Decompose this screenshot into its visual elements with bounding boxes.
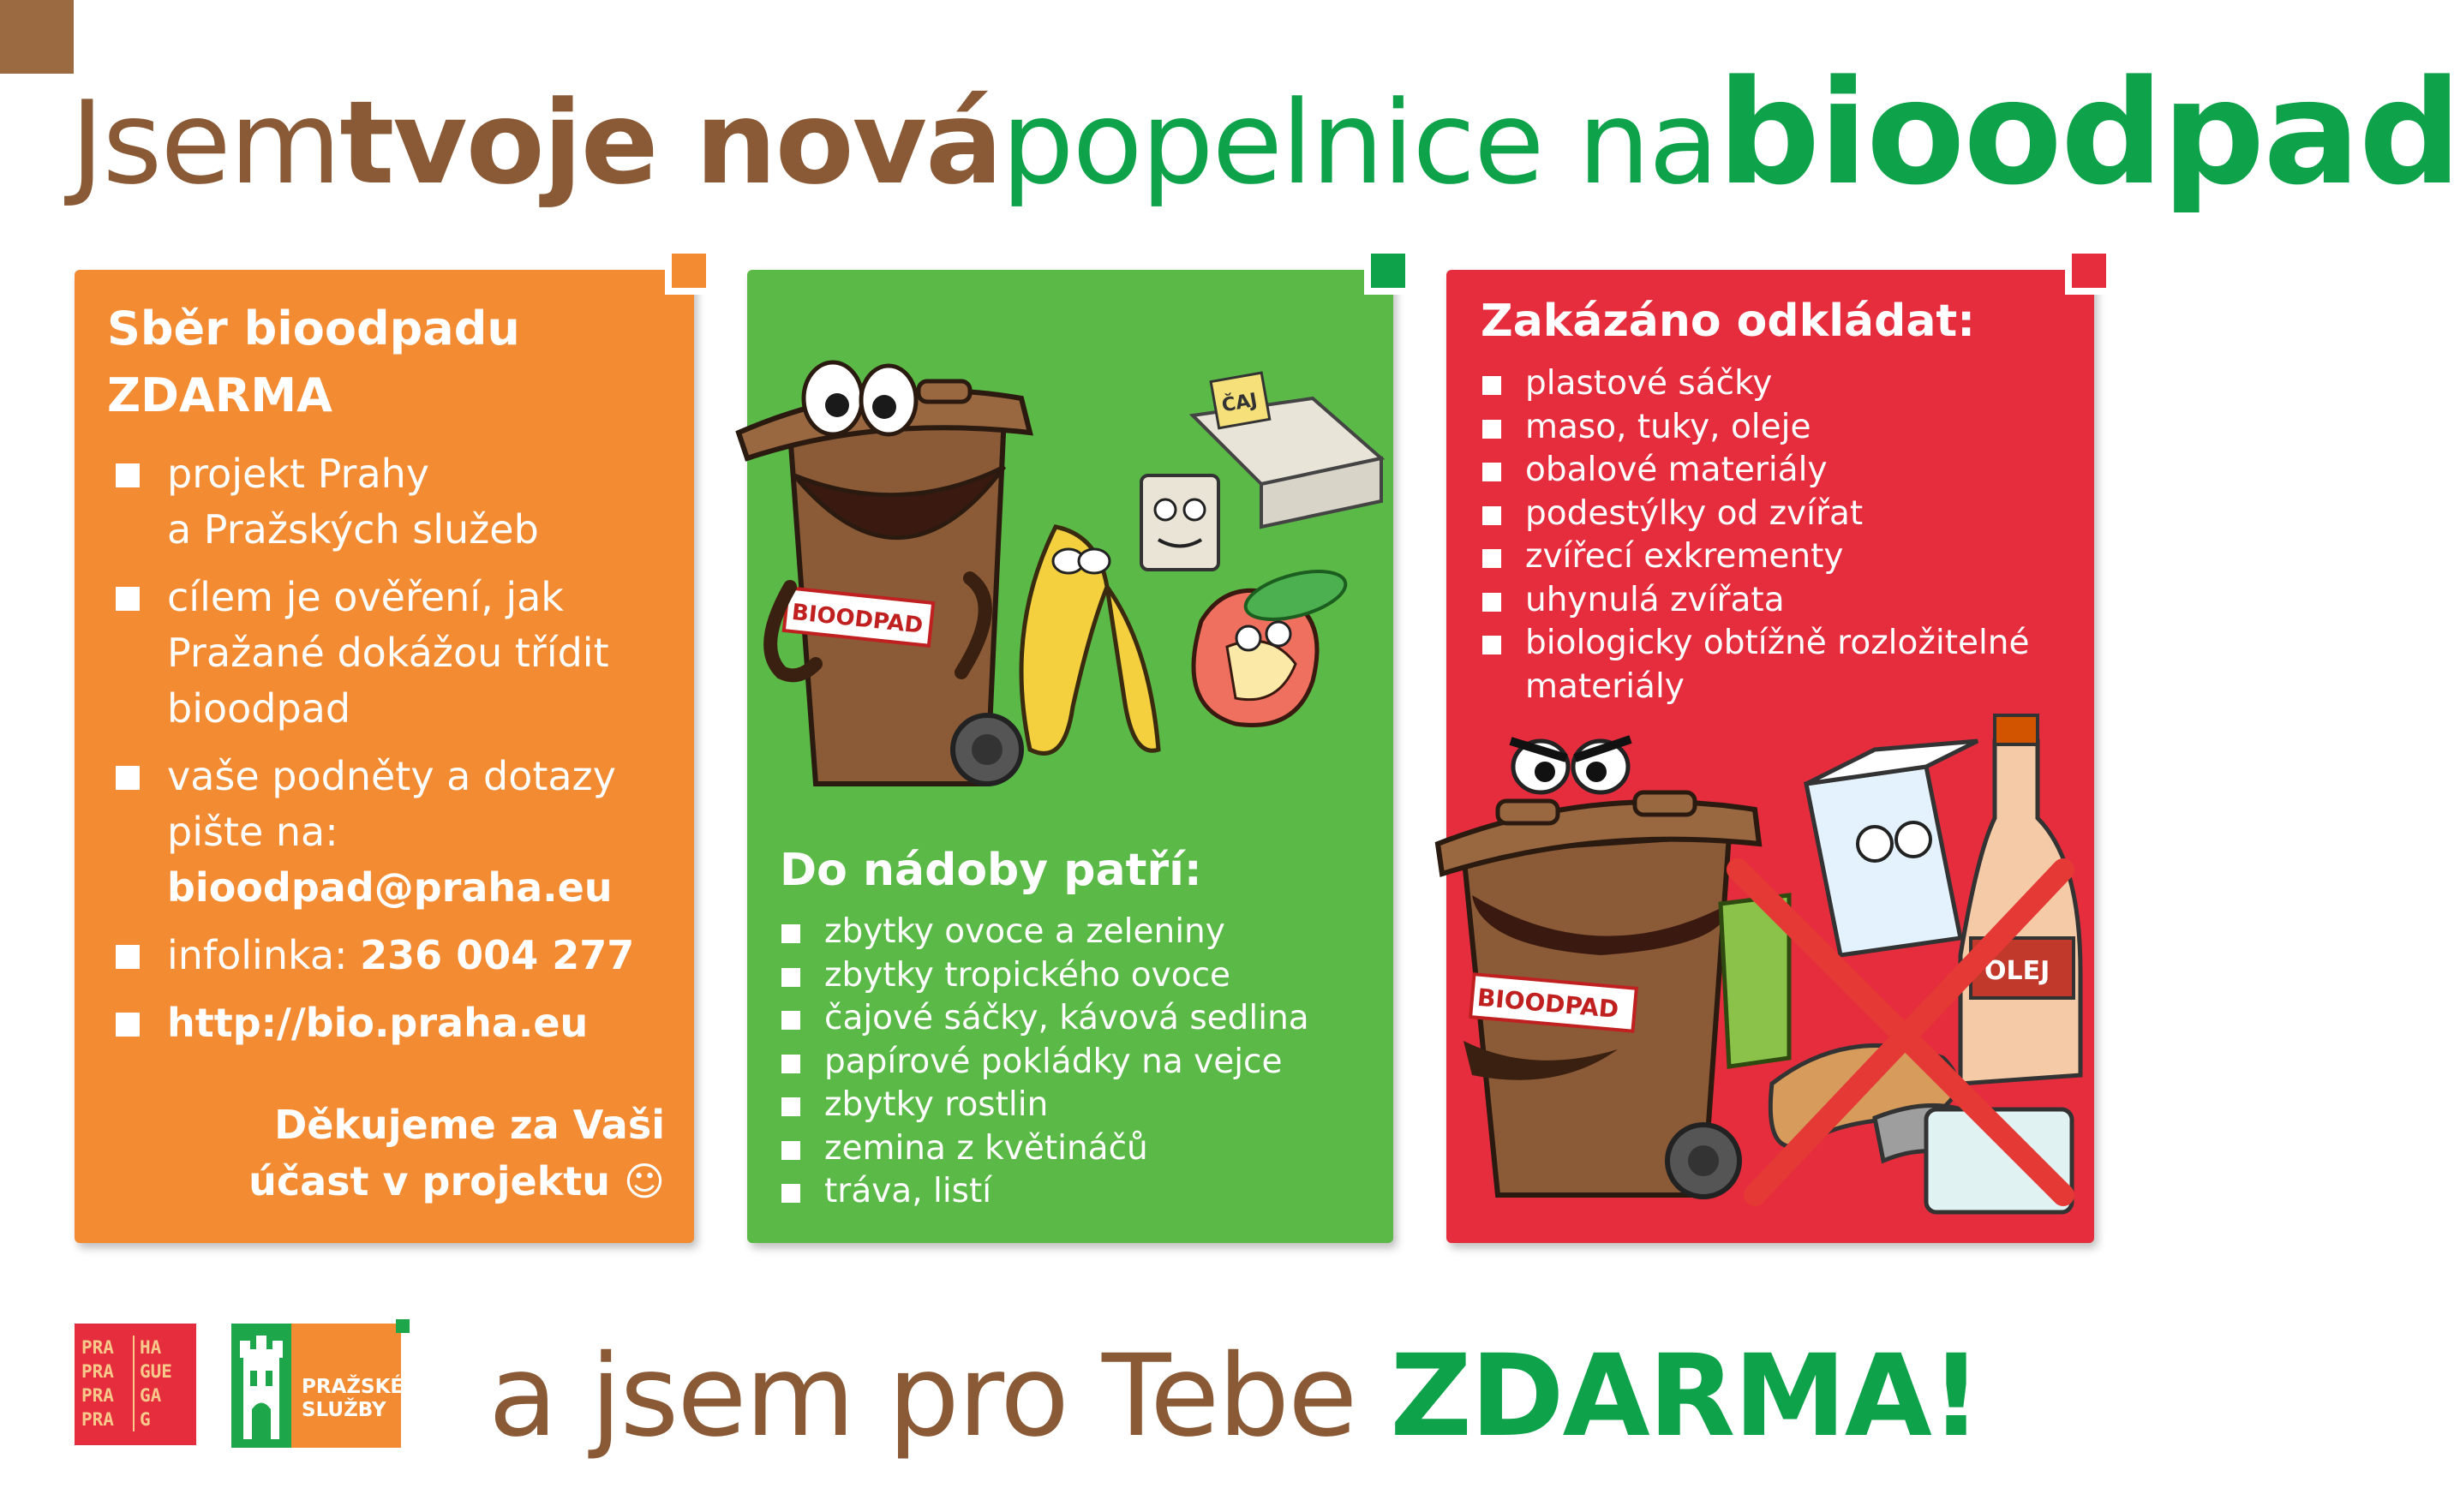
list-item-text: cílem je ověření, jak <box>167 574 564 620</box>
bullet-square-icon <box>1482 376 1501 395</box>
tower-icon <box>231 1324 291 1448</box>
bullet-square-icon <box>781 924 800 943</box>
headline-part-2: tvoje nová <box>339 76 1002 210</box>
corner-square-icon <box>2065 247 2113 295</box>
ps-logo-line-2: SLUŽBY <box>302 1399 386 1421</box>
list-item-text: vaše podněty a dotazy <box>167 753 616 799</box>
bottom-slogan-part-1: a jsem pro Tebe <box>488 1330 1391 1462</box>
angry-bin-illustration <box>1446 715 2094 1243</box>
list-item <box>107 446 673 558</box>
prazske-sluzby-logo <box>231 1319 410 1448</box>
list-item: papírové pokládky na vejce <box>780 1041 1380 1085</box>
list-item: podestýlky od zvířat <box>1481 493 2072 536</box>
corner-square-icon <box>665 247 713 295</box>
tea-tag-label: ČAJ <box>1220 389 1260 417</box>
bullet-square-icon <box>116 463 140 487</box>
list-item-text: pište na: <box>167 809 338 855</box>
list-item: zbytky tropického ovoce <box>780 954 1380 998</box>
list-item-text: Pražané dokážou třídit <box>167 630 609 676</box>
allowed-panel-title: Do nádoby patří: <box>780 845 1202 896</box>
bullet-square-icon <box>1482 463 1501 481</box>
list-item <box>107 570 673 737</box>
list-item: uhynulá zvířata <box>1481 579 2072 623</box>
bottle-label: OLEJ <box>1984 956 2050 986</box>
bullet-square-icon <box>116 1013 140 1037</box>
list-item <box>107 995 673 1051</box>
info-panel <box>75 270 694 1243</box>
angry-bin-label: BIOODPAD <box>1475 983 1620 1025</box>
email-link[interactable]: bioodpad@praha.eu <box>167 864 613 911</box>
forbidden-panel-title: Zakázáno odkládat: <box>1481 296 1976 347</box>
bullet-square-icon <box>116 587 140 611</box>
bullet-square-icon <box>781 1184 800 1203</box>
forbidden-panel <box>1446 270 2094 1243</box>
bullet-square-icon <box>1482 506 1501 525</box>
info-title-line-1: Sběr bioodpadu <box>107 302 520 356</box>
list-item: zemina z květináčů <box>780 1127 1380 1171</box>
list-item <box>107 928 673 983</box>
bin-label: BIOODPAD <box>790 599 925 639</box>
list-item-text: projekt Prahy <box>167 451 430 497</box>
headline <box>70 49 2460 217</box>
allowed-panel <box>747 270 1393 1243</box>
bullet-square-icon <box>116 945 140 969</box>
list-item: plastové sáčky <box>1481 362 2072 406</box>
list-item: zbytky ovoce a zeleniny <box>780 911 1380 954</box>
praha-logo: PRA HA PRA GUE PRA GA PRA G <box>75 1324 196 1445</box>
bullet-square-icon <box>781 1097 800 1116</box>
corner-decoration <box>0 0 74 74</box>
happy-bin-illustration <box>747 304 1393 801</box>
bullet-square-icon <box>781 1011 800 1030</box>
forbidden-list <box>1481 362 2072 708</box>
list-item <box>107 749 673 916</box>
thanks-line-2: účast v projektu ☺ <box>248 1158 665 1204</box>
corner-square-icon <box>1364 247 1412 295</box>
bullet-square-icon <box>781 968 800 987</box>
list-item: zvířecí exkrementy <box>1481 535 2072 579</box>
bottom-slogan-part-2: ZDARMA! <box>1390 1330 1981 1462</box>
ps-logo-line-1: PRAŽSKÉ <box>302 1376 404 1398</box>
info-title-line-2: ZDARMA <box>107 368 332 422</box>
list-item: maso, tuky, oleje <box>1481 406 2072 450</box>
info-panel-title <box>107 296 655 429</box>
thanks-line-1: Děkujeme za Vaši <box>274 1102 665 1148</box>
bullet-square-icon <box>1482 593 1501 612</box>
info-list <box>107 446 673 1063</box>
list-item: biologicky obtížně rozložitelné materiály <box>1481 622 2072 708</box>
allowed-list <box>780 911 1380 1214</box>
phone-number[interactable]: 236 004 277 <box>360 932 635 978</box>
list-item: čajové sáčky, kávová sedlina <box>780 997 1380 1041</box>
bullet-square-icon <box>116 766 140 790</box>
headline-part-3: popelnice na <box>1001 76 1718 210</box>
headline-part-1: Jsem <box>70 76 340 210</box>
list-item-text: bioodpad <box>167 685 351 732</box>
bullet-square-icon <box>781 1055 800 1073</box>
bullet-square-icon <box>1482 420 1501 439</box>
list-item: zbytky rostlin <box>780 1084 1380 1127</box>
list-item: tráva, listí <box>780 1170 1380 1214</box>
bottom-slogan <box>488 1330 1981 1462</box>
list-item-text: a Pražských služeb <box>167 506 539 553</box>
bullet-square-icon <box>1482 636 1501 654</box>
headline-part-4: bioodpad <box>1717 49 2460 217</box>
thanks-note <box>117 1097 665 1210</box>
website-link[interactable]: http://bio.praha.eu <box>167 1000 589 1046</box>
bullet-square-icon <box>1482 549 1501 568</box>
bullet-square-icon <box>781 1141 800 1160</box>
infoline-label: infolinka: <box>167 932 361 978</box>
list-item: obalové materiály <box>1481 449 2072 493</box>
